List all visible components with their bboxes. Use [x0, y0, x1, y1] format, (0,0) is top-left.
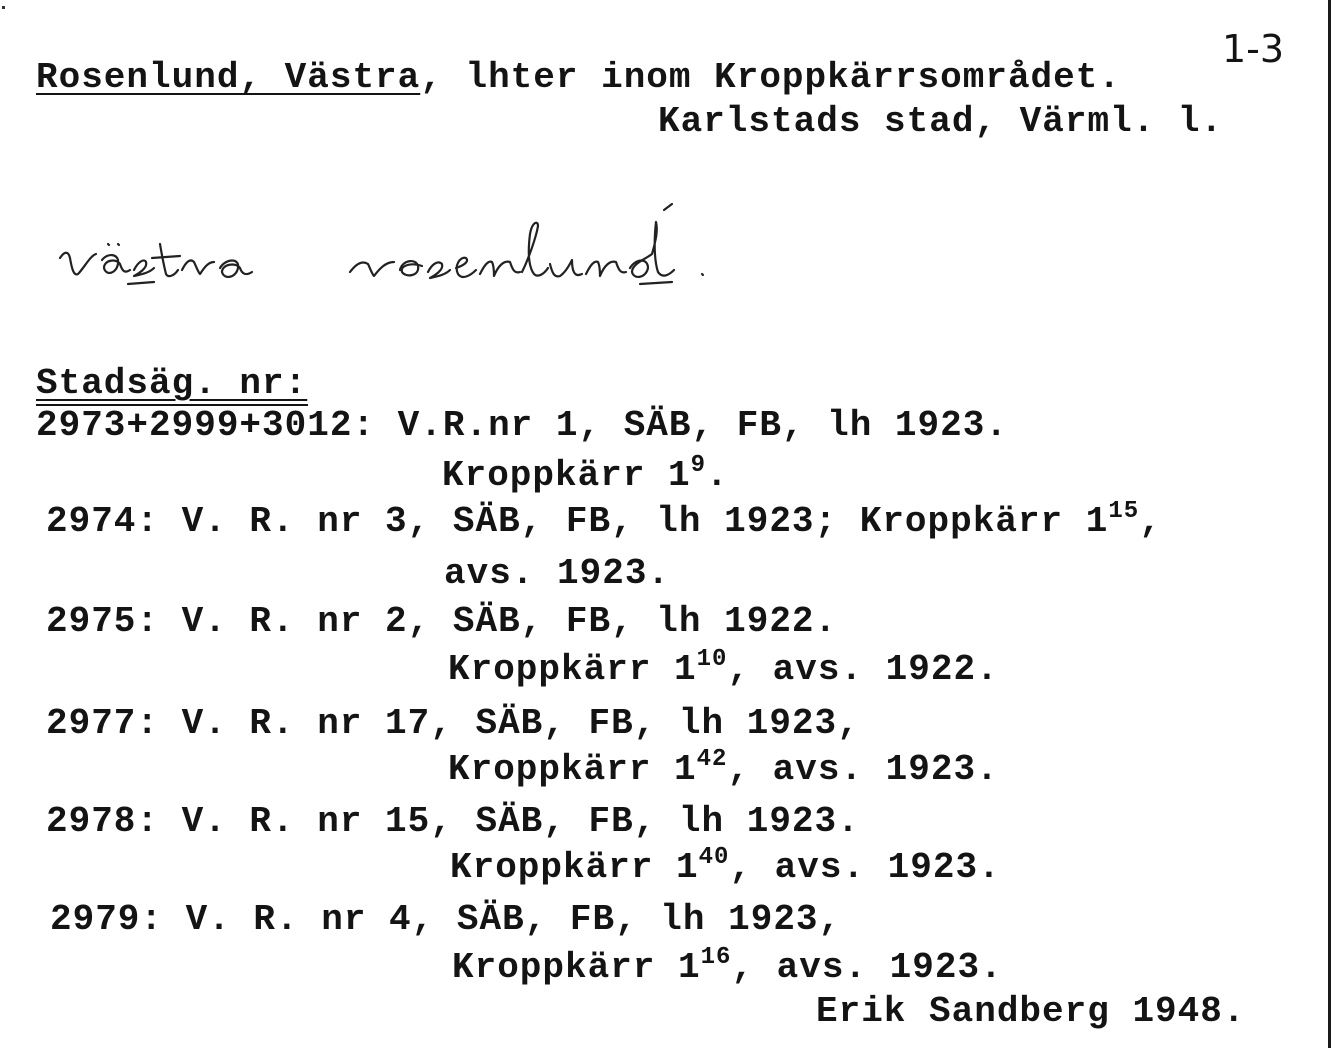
- card-title: [36, 57, 1121, 98]
- page-reference: 1-3: [1222, 27, 1285, 71]
- entry-4-line-1: 2977: V. R. nr 17, SÄB, FB, lh 1923,: [46, 703, 860, 744]
- entry-line: [448, 646, 999, 690]
- entry-line: [36, 405, 1008, 446]
- handwriting-strokes: [50, 200, 830, 300]
- location-line: Karlstads stad, Värml. l.: [658, 101, 1224, 142]
- entry-3-superscript: 10: [696, 646, 728, 673]
- entry-3-line-1: 2975: V. R. nr 2, SÄB, FB, lh 1922.: [46, 601, 838, 642]
- entry-line: [444, 553, 671, 594]
- entry-6-superscript: 16: [700, 944, 732, 971]
- entry-2-line-1: 2974: V. R. nr 3, SÄB, FB, lh 1923; Kroppkärr 1: [46, 501, 1109, 542]
- entry-4-superscript: 42: [696, 746, 728, 773]
- signature: Erik Sandberg 1948.: [816, 991, 1246, 1032]
- entry-3-line-2: Kroppkärr 1: [448, 649, 697, 690]
- entry-2-line-1-end: ,: [1139, 501, 1162, 542]
- section-heading: [36, 363, 308, 404]
- scan-speck: [2, 6, 5, 9]
- card-right-edge: [1328, 0, 1331, 1048]
- entry-6-line-2-end: , avs. 1923.: [731, 947, 1003, 988]
- entry-4-line-2-end: , avs. 1923.: [727, 749, 999, 790]
- entry-line: [46, 801, 860, 842]
- entry-1-superscript: 9: [690, 452, 707, 479]
- handwritten-note-text: [50, 200, 60, 201]
- entry-line: [450, 844, 1001, 888]
- handwritten-note: [50, 200, 830, 300]
- title-description: , lhter inom Kroppkärrsområdet.: [420, 57, 1121, 98]
- entry-4-line-2: Kroppkärr 1: [448, 749, 697, 790]
- section-heading-label: Stadsäg. nr:: [36, 363, 308, 404]
- entry-1-line-2: Kroppkärr 1: [442, 455, 691, 496]
- entry-1-line-2-end: .: [706, 455, 729, 496]
- entry-line: [46, 601, 838, 642]
- entry-5-superscript: 40: [698, 844, 730, 871]
- entry-5-line-1: 2978: V. R. nr 15, SÄB, FB, lh 1923.: [46, 801, 860, 842]
- entry-2-superscript: 15: [1108, 498, 1140, 525]
- entry-line: [452, 944, 1003, 988]
- entry-line: [46, 498, 1162, 542]
- entry-1-line-1: 2973+2999+3012: V.R.nr 1, SÄB, FB, lh 1923.: [36, 405, 1008, 446]
- entry-3-line-2-end: , avs. 1922.: [727, 649, 999, 690]
- entry-2-line-2: avs. 1923.: [444, 553, 671, 594]
- title-place-name: Rosenlund, Västra: [36, 57, 421, 98]
- entry-line: [46, 703, 860, 744]
- entry-6-line-2: Kroppkärr 1: [452, 947, 701, 988]
- entry-line: [448, 746, 999, 790]
- entry-5-line-2-end: , avs. 1923.: [729, 847, 1001, 888]
- entry-line: [442, 452, 729, 496]
- entry-6-line-1: 2979: V. R. nr 4, SÄB, FB, lh 1923,: [50, 899, 842, 940]
- entry-line: [50, 899, 842, 940]
- entry-5-line-2: Kroppkärr 1: [450, 847, 699, 888]
